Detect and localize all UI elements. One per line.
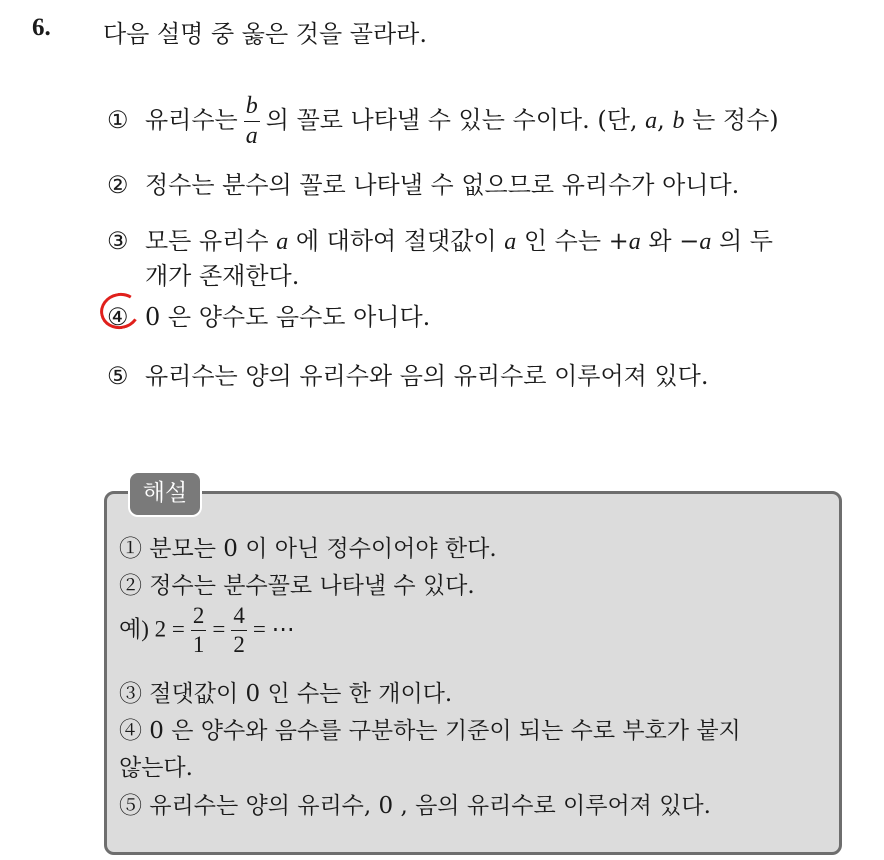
option-2-number: ② — [107, 171, 129, 199]
option-1-text-pre: 유리수는 — [145, 106, 238, 135]
option-3-part-4: 와 − — [640, 227, 700, 255]
option-1-text-post: 의 꼴로 나타낼 수 있는 수이다. (단, — [265, 106, 646, 135]
explanation-example — [119, 604, 295, 657]
option-3-var: a — [276, 229, 289, 255]
option-3-number: ③ — [107, 227, 129, 255]
option-4[interactable] — [107, 297, 430, 332]
explanation-line-4a: ④ 0 은 양수와 음수를 구분하는 기준이 되는 수로 부호가 붙지 — [119, 718, 741, 744]
fraction-numerator: b — [244, 94, 260, 122]
option-1-tail: 는 정수) — [684, 106, 779, 135]
option-4-text: 0 은 양수도 음수도 아니다. — [145, 303, 431, 331]
option-3[interactable] — [107, 221, 773, 256]
example-prefix: 예) 2 = — [119, 616, 185, 642]
explanation-line-5: ⑤ 유리수는 양의 유리수, 0 , 음의 유리수로 이루어져 있다. — [119, 793, 711, 819]
option-5[interactable] — [107, 356, 708, 391]
example-suffix: = ⋯ — [252, 616, 295, 642]
explanation-line-1: ① 분모는 0 이 아닌 정수이어야 한다. — [119, 536, 497, 562]
option-3-var: a — [504, 229, 517, 255]
explanation-badge: 해설 — [128, 471, 202, 517]
option-5-number: ⑤ — [107, 362, 129, 390]
option-3-line-2: 개가 존재한다. — [145, 262, 300, 290]
fraction-denominator: 2 — [233, 632, 245, 658]
option-3-var: a — [628, 229, 641, 255]
option-1[interactable] — [107, 94, 779, 149]
fraction-numerator: 2 — [191, 604, 207, 631]
question-number: 6. — [32, 14, 51, 41]
option-3-part-2: 에 대하여 절댓값이 — [288, 227, 505, 255]
fraction-numerator: 4 — [231, 604, 247, 631]
option-1-number: ① — [107, 106, 129, 135]
option-3-part-1: 모든 유리수 — [145, 227, 277, 255]
example-equals: = — [212, 616, 226, 642]
option-1-var-b: b — [672, 108, 685, 135]
option-1-var-a: a — [645, 108, 658, 135]
option-5-text: 유리수는 양의 유리수와 음의 유리수로 이루어져 있다. — [145, 362, 709, 390]
example-fraction-1 — [191, 604, 207, 657]
explanation-line-3: ③ 절댓값이 0 인 수는 한 개이다. — [119, 681, 453, 707]
example-fraction-2 — [231, 604, 247, 657]
option-2-text: 정수는 분수의 꼴로 나타낼 수 없으므로 유리수가 아니다. — [145, 171, 740, 199]
fraction-denominator: 1 — [192, 632, 205, 658]
explanation-line-4b: 않는다. — [119, 755, 193, 781]
question-prompt: 다음 설명 중 옳은 것을 골라라. — [103, 20, 427, 48]
option-1-sep: , — [657, 106, 673, 135]
fraction-denominator: a — [245, 123, 258, 150]
option-3-part-3: 인 수는 + — [516, 227, 629, 255]
option-2[interactable] — [107, 165, 739, 200]
option-1-fraction — [244, 94, 260, 149]
explanation-line-2: ② 정수는 분수꼴로 나타낼 수 있다. — [119, 573, 475, 599]
option-3-part-5: 의 두 — [711, 227, 773, 255]
option-3-var: a — [699, 229, 712, 255]
option-4-number: ④ — [107, 303, 129, 331]
